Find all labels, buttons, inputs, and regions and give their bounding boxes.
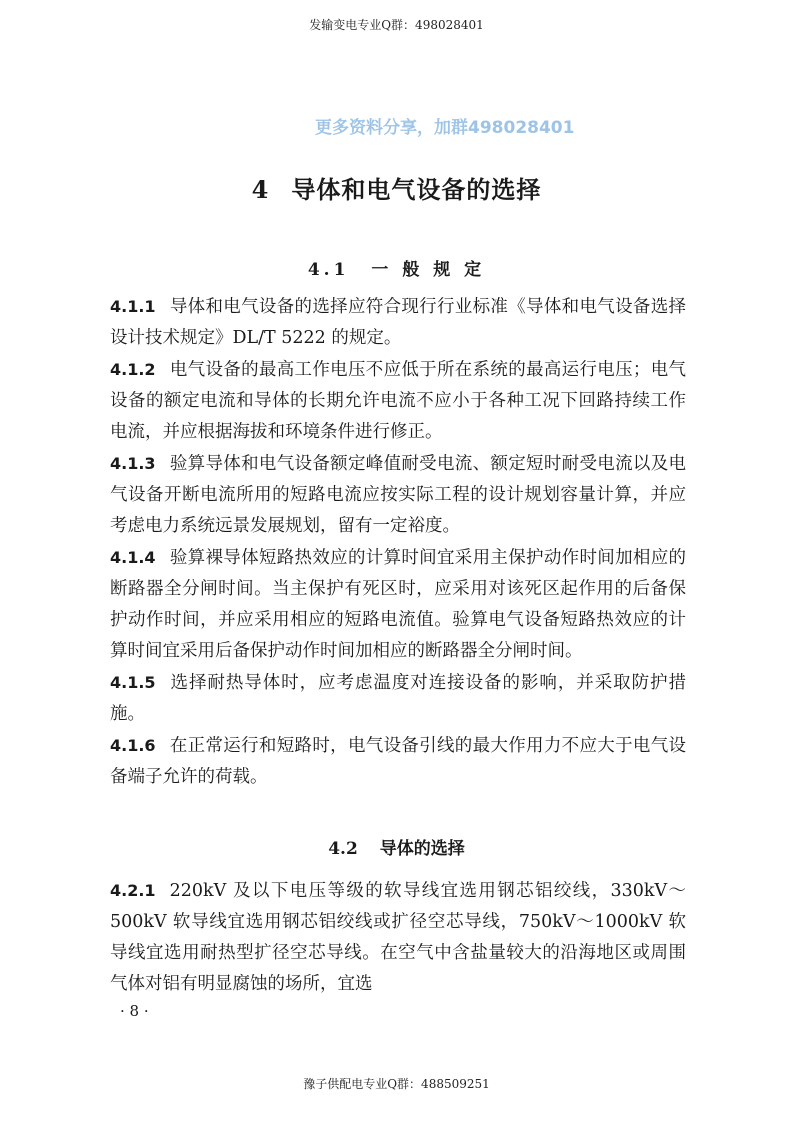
watermark-text: 更多资料分享，加群498028401 — [315, 118, 575, 138]
clause-number: 4.1.4 — [110, 548, 156, 567]
section-4-2-clauses — [110, 875, 686, 1000]
clause-4-1-6 — [110, 730, 686, 793]
clause-4-2-1 — [110, 875, 686, 1000]
clause-text: 导体和电气设备的选择应符合现行行业标准《导体和电气设备选择设计技术规定》DL/T 5222 的规定。 — [110, 297, 686, 348]
section-title-text: 一 般 规 定 — [371, 260, 486, 280]
clause-number: 4.1.1 — [110, 297, 156, 316]
clause-4-1-5 — [110, 667, 686, 730]
clause-4-1-1 — [110, 291, 686, 354]
section-title-text: 导体的选择 — [379, 839, 465, 859]
clause-text: 验算导体和电气设备额定峰值耐受电流、额定短时耐受电流以及电气设备开断电流所用的短路电流应按实际工程的设计规划容量计算，并应考虑电力系统远景发展规划，留有一定裕度。 — [110, 454, 686, 536]
footer-note: 豫子供配电专业Q群：488509251 — [303, 1077, 490, 1091]
section-number: 4.1 — [307, 260, 350, 280]
clause-text: 验算裸导体短路热效应的计算时间宜采用主保护动作时间加相应的断路器全分闸时间。当主保护有死区时，应采用对该死区起作用的后备保护动作时间，并应采用相应的短路电流值。验算电气设备短路热效应的计算时间宜采用后备保护动作时间加相应的断路器全分闸时间。 — [110, 548, 686, 661]
clause-number: 4.2.1 — [110, 881, 156, 900]
clause-text: 220kV 及以下电压等级的软导线宜选用钢芯铝绞线，330kV～500kV 软导线宜选用钢芯铝绞线或扩径空芯导线，750kV～1000kV 软导线宜选用耐热型扩径空芯导线。在空气中含盐量较大的沿海地区或周围气体对铝有明显腐蚀的场所，宜选 — [110, 881, 686, 994]
clause-number: 4.1.2 — [110, 360, 156, 379]
clause-number: 4.1.5 — [110, 673, 156, 692]
chapter-title-text: 导体和电气设备的选择 — [291, 175, 542, 204]
clause-4-1-3 — [110, 448, 686, 542]
clause-text: 选择耐热导体时，应考虑温度对连接设备的影响，并采取防护措施。 — [110, 673, 686, 724]
section-number: 4.2 — [328, 839, 358, 859]
section-title-4-2 — [0, 834, 793, 859]
page-number: · 8 · — [120, 1002, 149, 1020]
section-4-1-clauses — [110, 291, 686, 793]
clause-text: 电气设备的最高工作电压不应低于所在系统的最高运行电压；电气设备的额定电流和导体的长期允许电流不应小于各种工况下回路持续工作电流，并应根据海拔和环境条件进行修正。 — [110, 360, 686, 442]
clause-4-1-4 — [110, 542, 686, 667]
clause-4-1-2 — [110, 354, 686, 448]
chapter-number: 4 — [251, 175, 270, 204]
clause-number: 4.1.3 — [110, 454, 156, 473]
header-note: 发输变电专业Q群：498028401 — [309, 18, 484, 32]
clause-number: 4.1.6 — [110, 736, 156, 755]
chapter-title — [0, 170, 793, 205]
clause-text: 在正常运行和短路时，电气设备引线的最大作用力不应大于电气设备端子允许的荷载。 — [110, 736, 686, 787]
section-title-4-1 — [0, 255, 793, 280]
